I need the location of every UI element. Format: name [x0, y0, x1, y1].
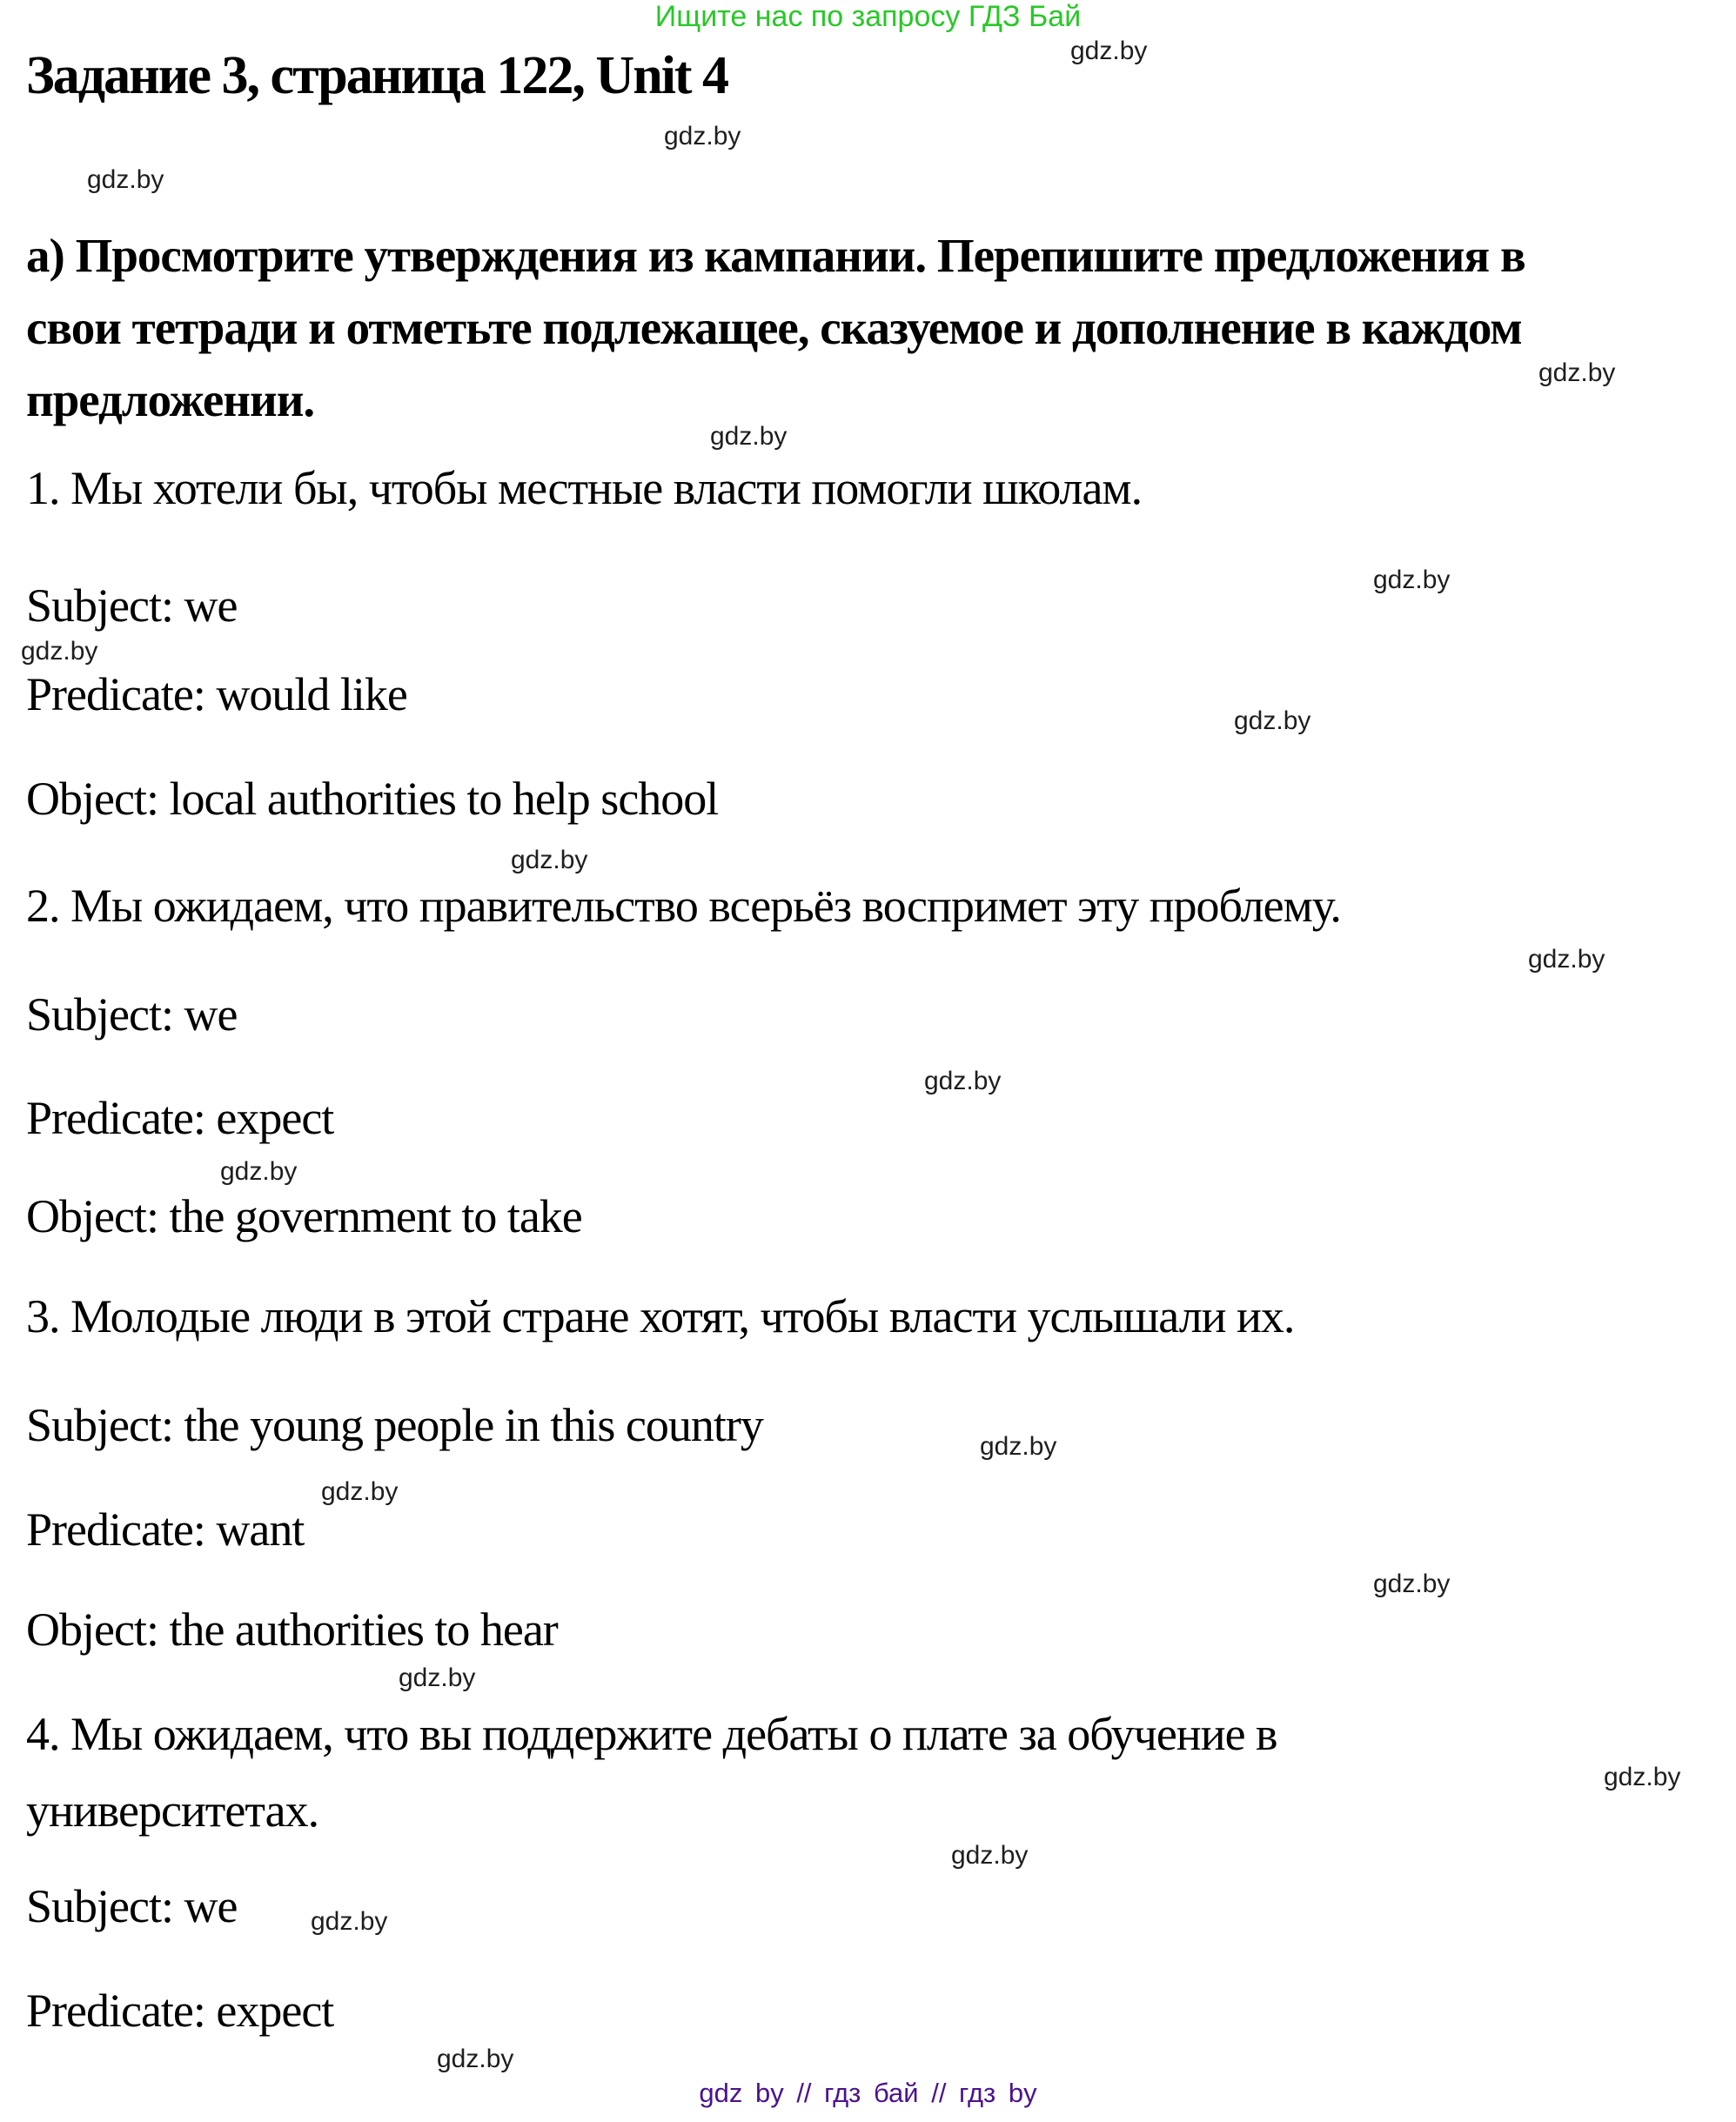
- sentence-1-predicate: Predicate: would like: [26, 668, 407, 720]
- gdz-watermark: gdz.by: [1604, 1763, 1681, 1791]
- sentence-4-line-1: 4. Мы ожидаем, что вы поддержите дебаты о плате за обучение в: [26, 1708, 1277, 1760]
- gdz-watermark: gdz.by: [1373, 1570, 1451, 1598]
- sentence-3-object: Object: the authorities to hear: [26, 1603, 558, 1656]
- task-instruction-line-2: свои тетради и отметьте подлежащее, сказуемое и дополнение в каждом: [26, 301, 1522, 354]
- task-instruction-line-3: предложении.: [26, 373, 315, 426]
- sentence-3: 3. Молодые люди в этой стране хотят, чтобы власти услышали их.: [26, 1290, 1295, 1342]
- gdz-watermark: gdz.by: [311, 1907, 388, 1936]
- gdz-watermark: gdz.by: [980, 1432, 1057, 1461]
- gdz-watermark: gdz.by: [21, 637, 98, 666]
- gdz-watermark: gdz.by: [399, 1663, 476, 1692]
- gdz-watermark: gdz.by: [951, 1841, 1029, 1870]
- task-instruction: [26, 219, 1525, 436]
- task-instruction-line-1: а) Просмотрите утверждения из кампании. Перепишите предложения в: [26, 229, 1525, 282]
- sentence-2-object: Object: the government to take: [26, 1190, 582, 1242]
- gdz-watermark: gdz.by: [87, 165, 164, 194]
- sentence-4-subject: Subject: we: [26, 1880, 238, 1932]
- gdz-watermark: gdz.by: [924, 1067, 1002, 1095]
- gdz-watermark: gdz.by: [1373, 566, 1451, 594]
- gdz-watermark: gdz.by: [321, 1477, 399, 1506]
- promo-banner: Ищите нас по запросу ГДЗ Бай: [654, 0, 1082, 33]
- sentence-4-line-2: университетах.: [26, 1784, 319, 1837]
- gdz-watermark: gdz.by: [710, 422, 788, 451]
- gdz-watermark: gdz.by: [1528, 945, 1605, 974]
- footer-tags: gdz by // гдз бай // гдз by: [699, 2078, 1037, 2108]
- sentence-3-predicate: Predicate: want: [26, 1503, 305, 1556]
- sentence-2: 2. Мы ожидаем, что правительство всерьёз воспримет эту проблему.: [26, 880, 1341, 932]
- sentence-4-predicate: Predicate: expect: [26, 1985, 334, 2037]
- gdz-watermark: gdz.by: [664, 122, 741, 151]
- sentence-2-predicate: Predicate: expect: [26, 1092, 334, 1144]
- gdz-watermark: gdz.by: [220, 1157, 298, 1186]
- gdz-watermark: gdz.by: [511, 846, 588, 874]
- page-title: Задание 3, страница 122, Unit 4: [26, 46, 728, 105]
- sentence-1-object: Object: local authorities to help school: [26, 773, 719, 825]
- sentence-1: 1. Мы хотели бы, чтобы местные власти помогли школам.: [26, 462, 1143, 514]
- sentence-1-subject: Subject: we: [26, 579, 238, 632]
- gdz-watermark: gdz.by: [437, 2045, 514, 2073]
- gdz-watermark: gdz.by: [1538, 358, 1616, 387]
- sentence-2-subject: Subject: we: [26, 988, 238, 1041]
- gdz-watermark: gdz.by: [1070, 37, 1148, 65]
- sentence-3-subject: Subject: the young people in this country: [26, 1399, 763, 1451]
- gdz-watermark: gdz.by: [1234, 706, 1311, 735]
